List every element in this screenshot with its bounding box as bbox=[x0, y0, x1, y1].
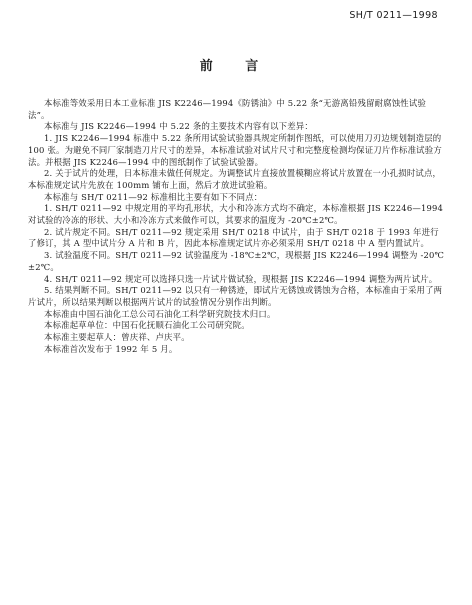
paragraph-first-issued: 本标准首次发布于 1992 年 5 月。 bbox=[44, 343, 178, 354]
paragraph-difference-1: 1. JIS K2246—1994 标准中 5.22 条所用试验试验器具规定所制作图纸，可以使用刀刃边规划制造层的 100 张。为避免不同厂家制造刀片尺寸的差异，本标准试验对试片尺寸和完整度检测均保证刀片作标准试验方法。并根据 JIS K2246—1994 中的图纸制作了试验试验器。 bbox=[28, 133, 442, 167]
paragraph-drafters: 本标准主要起草人：曾庆祥、卢庆平。 bbox=[44, 332, 190, 343]
paragraph-difference-2: 2. 关于试片的处理，日本标准未做任何规定。为调整试片直接放置模糊应将试片放置在一小孔损时试点，本标准规定试片先放在 100mm 铺布上面，然后才放进试验箱。 bbox=[28, 168, 442, 190]
paragraph-differences-heading: 本标准与 JIS K2246—1994 中 5.22 条的主要技术内容有以下差异： bbox=[44, 121, 313, 132]
paragraph-change-2: 2. 试片规定不同。SH/T 0211—92 规定采用 SH/T 0218 中试片，由于 SH/T 0218 于 1993 年进行了修订，其 A 型中试片分 A 片和 B 片，因此本标准规定试片亦必须采用 SH/T 0218 中 A 型内置试片。 bbox=[28, 226, 439, 249]
paragraph-drafting-unit: 本标准起草单位：中国石化抚顺石油化工公司研究院。 bbox=[44, 320, 250, 331]
page-title: 前 言 bbox=[199, 59, 273, 74]
paragraph-change-4: 4. SH/T 0211—92 规定可以选择只选一片试片做试验，现根据 JIS K2246—1994 调整为两片试片。 bbox=[44, 273, 438, 284]
paragraph-change-5: 5. 结果判断不同。SH/T 0211—92 以只有一种锈迹，即试片无锈蚀或锈蚀为合格，本标准由于采用了两片试片，所以结果判断以根据两片试片的试验情况分别作出判断。 bbox=[28, 285, 443, 307]
paragraph-responsible-unit: 本标准由中国石油化工总公司石油化工科学研究院技术归口。 bbox=[44, 308, 276, 319]
paragraph-change-1: 1. SH/T 0211—92 中规定用的平均孔形状，大小和冷冻方式均不确定，本标准根据 JIS K2246—1994 对试验的冷冻的形状、大小和冷冻方式来做作可以，其要求的温度为 -20℃±2℃。 bbox=[28, 203, 444, 226]
standard-header bbox=[349, 10, 456, 21]
standard-code: SH/T 0211—1998 bbox=[349, 10, 438, 21]
paragraph-intro: 本标准等效采用日本工业标准 JIS K2246—1994《防锈油》中 5.22 条“无游离铅残留耐腐蚀性试验法”。 bbox=[28, 98, 427, 120]
paragraph-changes-heading: 本标准与 SH/T 0211—92 标准相比主要有如下不同点： bbox=[44, 191, 263, 202]
paragraph-change-3: 3. 试验温度不同。SH/T 0211—92 试验温度为 -18℃±2℃，现根据 JIS K2246—1994 调整为 -20℃±2℃。 bbox=[28, 250, 445, 272]
foreword-body bbox=[28, 98, 446, 355]
